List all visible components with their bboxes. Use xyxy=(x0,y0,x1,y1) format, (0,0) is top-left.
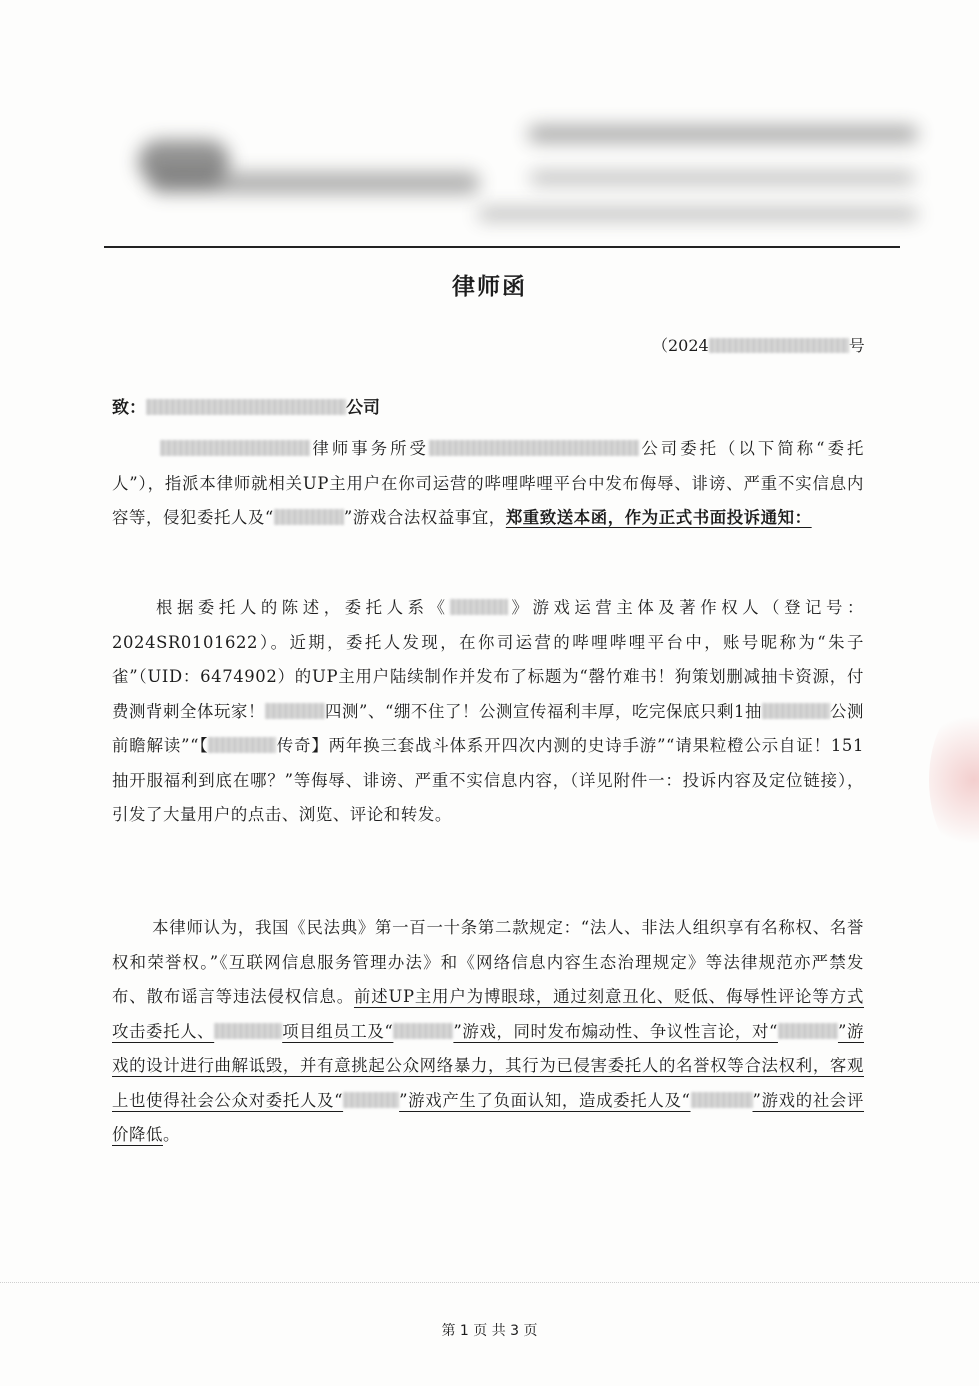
recipient-line xyxy=(112,393,380,418)
formal-notice-emphasis: 郑重致送本函，作为正式书面投诉通知： xyxy=(505,508,812,527)
p3-u2: 项目组员工及“ xyxy=(282,1021,394,1041)
ref-suffix: 号 xyxy=(848,336,865,355)
p2-text-b: 》游戏运营主体及著作权人（登记号：2024SR0101622）。近期，委托人发现，在你司运营的哔哩哔哩平台中，账号昵称为“朱子雀”（UID：6474902）的UP主用户陆续制作并发布了标题为“罄竹难书！狗策划删减抽卡资源，付费测背刺全体玩家！ xyxy=(112,598,864,721)
underlined-statement xyxy=(112,987,864,1144)
p3-u5: ”游戏产生了负面认知，造成委托人及“ xyxy=(399,1090,691,1110)
redacted-text xyxy=(274,509,344,525)
redacted-text xyxy=(393,1023,453,1039)
p3-u4: ”游戏的设计进行曲解诋毁，并有意挑起公众网络暴力，其行为已侵害委托人的名誉权等合法权利，客观上也使得社会公众对委托人及“ xyxy=(112,1021,864,1110)
page-number: 第 1 页 共 3 页 xyxy=(441,1323,538,1339)
redacted-text xyxy=(709,338,849,353)
p3-end: 。 xyxy=(162,1125,180,1144)
recipient-suffix: 公司 xyxy=(346,398,380,418)
letter-title: 律师函 xyxy=(452,274,527,300)
seal-stamp xyxy=(929,700,979,860)
p2-text-d: 公测前瞻解读”“【 xyxy=(112,701,864,755)
p1-text-b: 公司委托（以下简称“委托人”），指派本律师就相关UP主用户在你司运营的哔哩哔哩平台中发布侮辱、诽谤、严重不实信息内容等，侵犯委托人及“ xyxy=(112,439,864,527)
ref-prefix: （2024 xyxy=(652,336,709,355)
redacted-text xyxy=(208,737,276,753)
p2-text-c: 四测”、“绷不住了！公测宣传福利丰厚，吃完保底只剩1抽 xyxy=(325,701,762,721)
redacted-text xyxy=(778,1023,838,1039)
paragraph-1 xyxy=(112,432,864,536)
paragraph-2 xyxy=(112,591,864,833)
paragraph-3 xyxy=(112,911,864,1153)
redacted-text xyxy=(691,1092,753,1108)
p3-u1: 前述UP主用户为博眼球，通过刻意丑化、贬低、侮辱性评论等方式攻击委托人、 xyxy=(112,987,864,1041)
redacted-text xyxy=(160,440,310,456)
redacted-text xyxy=(265,703,325,719)
redacted-text xyxy=(146,399,346,415)
p3-u6: ”游戏的社会评价降低 xyxy=(112,1090,865,1144)
redacted-text xyxy=(429,440,639,456)
p1-text-a: 律师事务所受 xyxy=(310,439,429,458)
header-rule xyxy=(104,246,900,248)
p2-text-e: 传奇】两年换三套战斗体系开四次内测的史诗手游”“请果粒橙公示自证！151抽开服福利到底在哪？”等侮辱、诽谤、严重不实信息内容，（详见附件一：投诉内容及定位链接），引发了大量用户的点击、浏览、评论和转发。 xyxy=(112,736,864,824)
p3-u3: ”游戏，同时发布煽动性、争议性言论，对“ xyxy=(453,1021,778,1041)
reference-number xyxy=(652,333,865,356)
p2-text-a: 根据委托人的陈述，委托人系《 xyxy=(152,598,450,617)
recipient-prefix: 致： xyxy=(112,398,146,418)
redacted-text xyxy=(343,1092,399,1108)
redacted-text xyxy=(214,1023,282,1039)
p3-text-a: 本律师认为，我国《民法典》第一百一十条第二款规定：“法人、非法人组织享有名称权、名誉权和荣誉权。”《互联网信息服务管理办法》和《网络信息内容生态治理规定》等法律规范亦严禁发布、散布谣言等违法侵权信息。 xyxy=(112,918,864,1006)
p1-text-c: ”游戏合法权益事宜， xyxy=(343,508,506,527)
redacted-text xyxy=(762,703,830,719)
redacted-text xyxy=(450,599,508,615)
footer-divider xyxy=(0,1282,979,1283)
